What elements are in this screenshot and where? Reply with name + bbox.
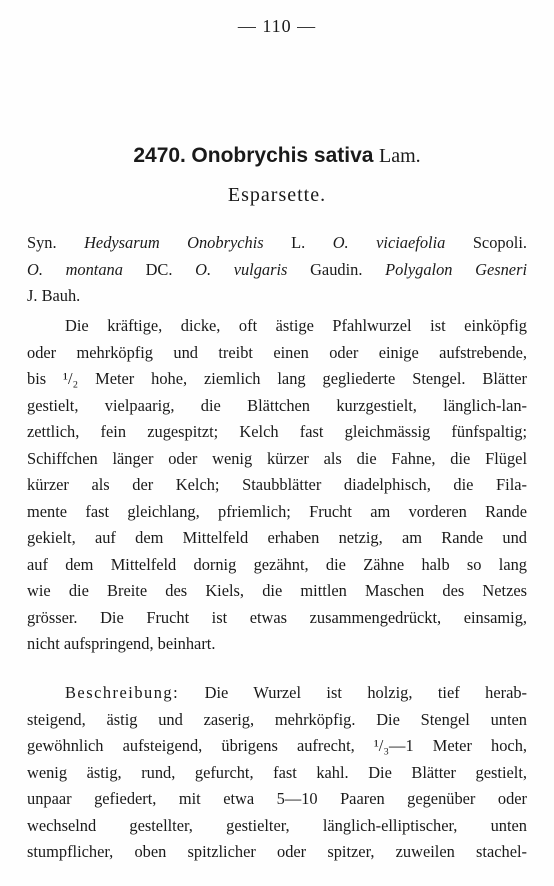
text-line: grösser. Die Frucht ist etwas zusammengedrückt, einsamig,	[27, 607, 527, 627]
synonym-line	[27, 257, 527, 284]
text-line: zettlich, fein zugespitzt; Kelch fast gleichmässig fünfspaltig;	[27, 422, 527, 441]
synonym-author: DC.	[122, 259, 196, 279]
synonym-line	[27, 230, 527, 257]
entry-heading	[0, 142, 554, 168]
synonym-name: Hedysarum Onobrychis	[84, 233, 264, 252]
synonym-author: Scopoli.	[445, 233, 527, 252]
text-line: nicht aufspringend, beinhart.	[27, 634, 216, 653]
text-line: gestielt, vielpaarig, die Blättchen kurzgestielt, länglich-lan-	[27, 395, 527, 415]
text-line: bis ¹/₂ Meter hohe, ziemlich lang gegliederte Stengel. Blätter	[27, 369, 527, 388]
text-line: oder mehrköpfig und treibt einen oder einige aufstrebende,	[27, 342, 527, 362]
text-line: stumpflicher, oben spitzlicher oder spitzer, zuweilen stachel-	[27, 842, 527, 861]
synonym-line	[27, 283, 527, 310]
text-fragment: Die Wurzel ist holzig, tief herab-	[179, 683, 527, 702]
text-line: gewöhnlich aufsteigend, übrigens aufrecht, ¹/₃—1 Meter hoch,	[27, 736, 527, 755]
text-line: unpaar gefiedert, mit etwa 5—10 Paaren gegenüber oder	[27, 789, 527, 808]
synonym-name: Polygalon Gesneri	[385, 259, 528, 279]
description-paragraph	[27, 313, 527, 658]
text-line: gekielt, auf dem Mittelfeld erhaben netzig, am Rande und	[27, 528, 527, 547]
text-line	[27, 680, 527, 707]
synonym-author: Gaudin.	[287, 259, 386, 279]
synonym-author: J. Bauh.	[27, 286, 81, 305]
beschreibung-paragraph	[27, 680, 527, 866]
section-label: Beschreibung:	[65, 683, 180, 702]
species-author: Lam.	[378, 145, 421, 167]
page-number: — 110 —	[237, 16, 317, 36]
text-line: Schiffchen länger oder wenig kürzer als die Fahne, die Flügel	[27, 448, 527, 468]
text-line: Die kräftige, dicke, oft ästige Pfahlwurzel ist einköpfig	[65, 316, 527, 335]
entry-number: 2470.	[133, 144, 186, 167]
species-name: Onobrychis sativa	[191, 144, 374, 167]
synonym-name: O. vulgaris	[195, 259, 288, 279]
synonyms-paragraph	[27, 230, 527, 310]
synonym-name: O. viciaefolia	[332, 233, 446, 252]
text-line: wie die Breite des Kiels, die mittlen Maschen des Netzes	[27, 581, 527, 600]
text-line: auf dem Mittelfeld dornig gezähnt, die Zähne halb so lang	[27, 554, 527, 574]
text-line: steigend, ästig und zaserig, mehrköpfig. Die Stengel unten	[27, 709, 527, 729]
text-line: wechselnd gestellter, gestielter, länglich-elliptischer, unten	[27, 815, 527, 835]
common-name: Esparsette.	[227, 184, 327, 206]
synonym-name: O. montana	[27, 259, 123, 279]
text-line: kürzer als der Kelch; Staubblätter diadelphisch, die Fila-	[27, 475, 527, 494]
text-line: mente fast gleichlang, pfriemlich; Frucht am vorderen Rande	[27, 501, 527, 521]
synonym-label: Syn.	[27, 233, 85, 252]
text-line: wenig ästig, rund, gefurcht, fast kahl. Die Blätter gestielt,	[27, 762, 527, 782]
synonym-author: L.	[263, 233, 333, 252]
